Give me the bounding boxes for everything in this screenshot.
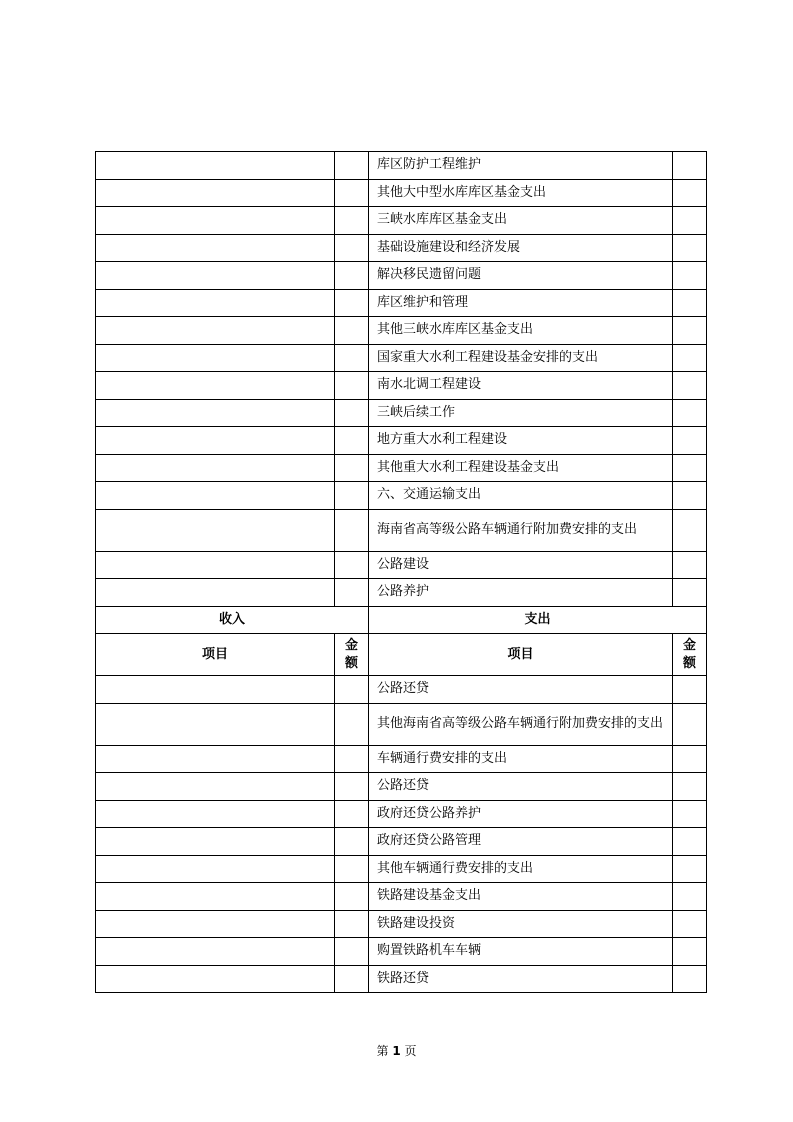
table-row [96,454,707,482]
expense-amount-cell [673,910,707,938]
budget-table-body [96,152,707,993]
expense-amount-cell [673,745,707,773]
expense-amount-cell [673,372,707,400]
expense-item-cell: 海南省高等级公路车辆通行附加费安排的支出 [369,509,673,551]
amount-header-line2: 额 [344,655,358,671]
expense-amount-cell [673,800,707,828]
expense-amount-cell [673,152,707,180]
expense-item-cell: 其他车辆通行费安排的支出 [369,855,673,883]
expense-item-cell: 库区防护工程维护 [369,152,673,180]
income-item-cell [96,152,335,180]
expense-amount-cell [673,828,707,856]
expense-item-cell: 公路养护 [369,579,673,607]
table-row [96,676,707,704]
income-amount-cell [335,676,369,704]
table-row [96,579,707,607]
expense-item-cell: 公路还贷 [369,676,673,704]
income-item-cell [96,317,335,345]
income-item-cell [96,579,335,607]
table-row [96,910,707,938]
table-row [96,551,707,579]
table-row [96,965,707,993]
income-item-cell [96,828,335,856]
income-amount-cell [335,800,369,828]
income-amount-cell [335,262,369,290]
table-row [96,317,707,345]
expense-item-cell: 公路建设 [369,551,673,579]
budget-table [95,151,707,993]
income-item-cell [96,800,335,828]
expense-amount-cell [673,234,707,262]
income-item-cell [96,179,335,207]
income-amount-cell [335,344,369,372]
expense-section-header: 支出 [369,606,707,634]
table-row [96,289,707,317]
expense-amount-cell [673,179,707,207]
table-row [96,703,707,745]
expense-item-cell: 铁路建设投资 [369,910,673,938]
income-amount-cell [335,965,369,993]
expense-item-cell: 其他重大水利工程建设基金支出 [369,454,673,482]
table-header-row-columns [96,634,707,676]
table-row [96,855,707,883]
expense-amount-cell [673,509,707,551]
expense-item-cell: 公路还贷 [369,773,673,801]
income-amount-cell [335,317,369,345]
expense-item-cell: 国家重大水利工程建设基金安排的支出 [369,344,673,372]
expense-item-cell: 政府还贷公路养护 [369,800,673,828]
expense-item-cell: 解决移民遗留问题 [369,262,673,290]
income-amount-cell [335,482,369,510]
expense-item-cell: 三峡水库库区基金支出 [369,207,673,235]
expense-amount-cell [673,676,707,704]
expense-amount-cell [673,399,707,427]
expense-item-cell: 铁路建设基金支出 [369,883,673,911]
income-item-cell [96,883,335,911]
table-row [96,773,707,801]
income-item-cell [96,676,335,704]
income-amount-cell [335,509,369,551]
income-item-cell [96,855,335,883]
income-amount-cell [335,855,369,883]
expense-amount-cell [673,551,707,579]
expense-amount-cell [673,938,707,966]
income-item-cell [96,482,335,510]
expense-amount-cell [673,703,707,745]
expense-item-cell: 地方重大水利工程建设 [369,427,673,455]
page-footer-prefix: 第 [376,1044,389,1058]
amount-header-line2: 额 [682,655,696,671]
table-row [96,828,707,856]
income-item-cell [96,910,335,938]
expense-item-cell: 库区维护和管理 [369,289,673,317]
income-item-header: 项目 [96,634,335,676]
expense-amount-cell [673,262,707,290]
table-row [96,427,707,455]
page-footer [0,1042,793,1059]
income-amount-cell [335,372,369,400]
income-amount-cell [335,703,369,745]
income-item-cell [96,207,335,235]
expense-amount-cell [673,344,707,372]
expense-amount-cell [673,855,707,883]
income-section-header: 收入 [96,606,369,634]
income-amount-cell [335,454,369,482]
income-amount-cell [335,427,369,455]
table-row [96,482,707,510]
table-row [96,938,707,966]
income-amount-cell [335,745,369,773]
income-item-cell [96,427,335,455]
expense-amount-cell [673,482,707,510]
income-amount-cell [335,179,369,207]
page-number: 1 [392,1044,401,1058]
income-item-cell [96,965,335,993]
income-amount-cell [335,579,369,607]
expense-item-cell: 六、交通运输支出 [369,482,673,510]
expense-item-cell: 南水北调工程建设 [369,372,673,400]
income-item-cell [96,509,335,551]
income-item-cell [96,551,335,579]
income-amount-cell [335,910,369,938]
table-row [96,509,707,551]
income-item-cell [96,703,335,745]
table-row [96,800,707,828]
table-row [96,372,707,400]
expense-item-cell: 政府还贷公路管理 [369,828,673,856]
page-footer-suffix: 页 [404,1044,417,1058]
table-row [96,179,707,207]
expense-amount-cell [673,965,707,993]
income-amount-cell [335,399,369,427]
income-amount-cell [335,234,369,262]
table-row [96,234,707,262]
expense-item-cell: 其他海南省高等级公路车辆通行附加费安排的支出 [369,703,673,745]
expense-amount-cell [673,289,707,317]
table-header-row-sections [96,606,707,634]
expense-amount-cell [673,427,707,455]
expense-item-cell: 基础设施建设和经济发展 [369,234,673,262]
income-amount-cell [335,883,369,911]
income-amount-cell [335,773,369,801]
income-item-cell [96,234,335,262]
expense-amount-cell [673,773,707,801]
expense-amount-cell [673,454,707,482]
table-row [96,745,707,773]
income-amount-cell [335,938,369,966]
expense-amount-cell [673,579,707,607]
income-item-cell [96,399,335,427]
expense-item-cell: 车辆通行费安排的支出 [369,745,673,773]
amount-header-line1: 金 [344,637,358,653]
income-item-cell [96,745,335,773]
income-item-cell [96,773,335,801]
income-amount-cell [335,551,369,579]
income-item-cell [96,262,335,290]
income-item-cell [96,289,335,317]
expense-item-header: 项目 [369,634,673,676]
expense-amount-cell [673,207,707,235]
table-row [96,883,707,911]
expense-amount-cell [673,883,707,911]
expense-item-cell: 其他大中型水库库区基金支出 [369,179,673,207]
income-amount-cell [335,207,369,235]
income-amount-cell [335,152,369,180]
table-row [96,207,707,235]
table-row [96,262,707,290]
expense-item-cell: 其他三峡水库库区基金支出 [369,317,673,345]
expense-item-cell: 购置铁路机车车辆 [369,938,673,966]
income-amount-header [335,634,369,676]
table-row [96,399,707,427]
amount-header-line1: 金 [682,637,696,653]
income-item-cell [96,938,335,966]
expense-amount-header [673,634,707,676]
expense-item-cell: 铁路还贷 [369,965,673,993]
table-row [96,344,707,372]
income-item-cell [96,454,335,482]
income-amount-cell [335,828,369,856]
expense-item-cell: 三峡后续工作 [369,399,673,427]
table-row [96,152,707,180]
income-item-cell [96,344,335,372]
expense-amount-cell [673,317,707,345]
income-amount-cell [335,289,369,317]
income-item-cell [96,372,335,400]
